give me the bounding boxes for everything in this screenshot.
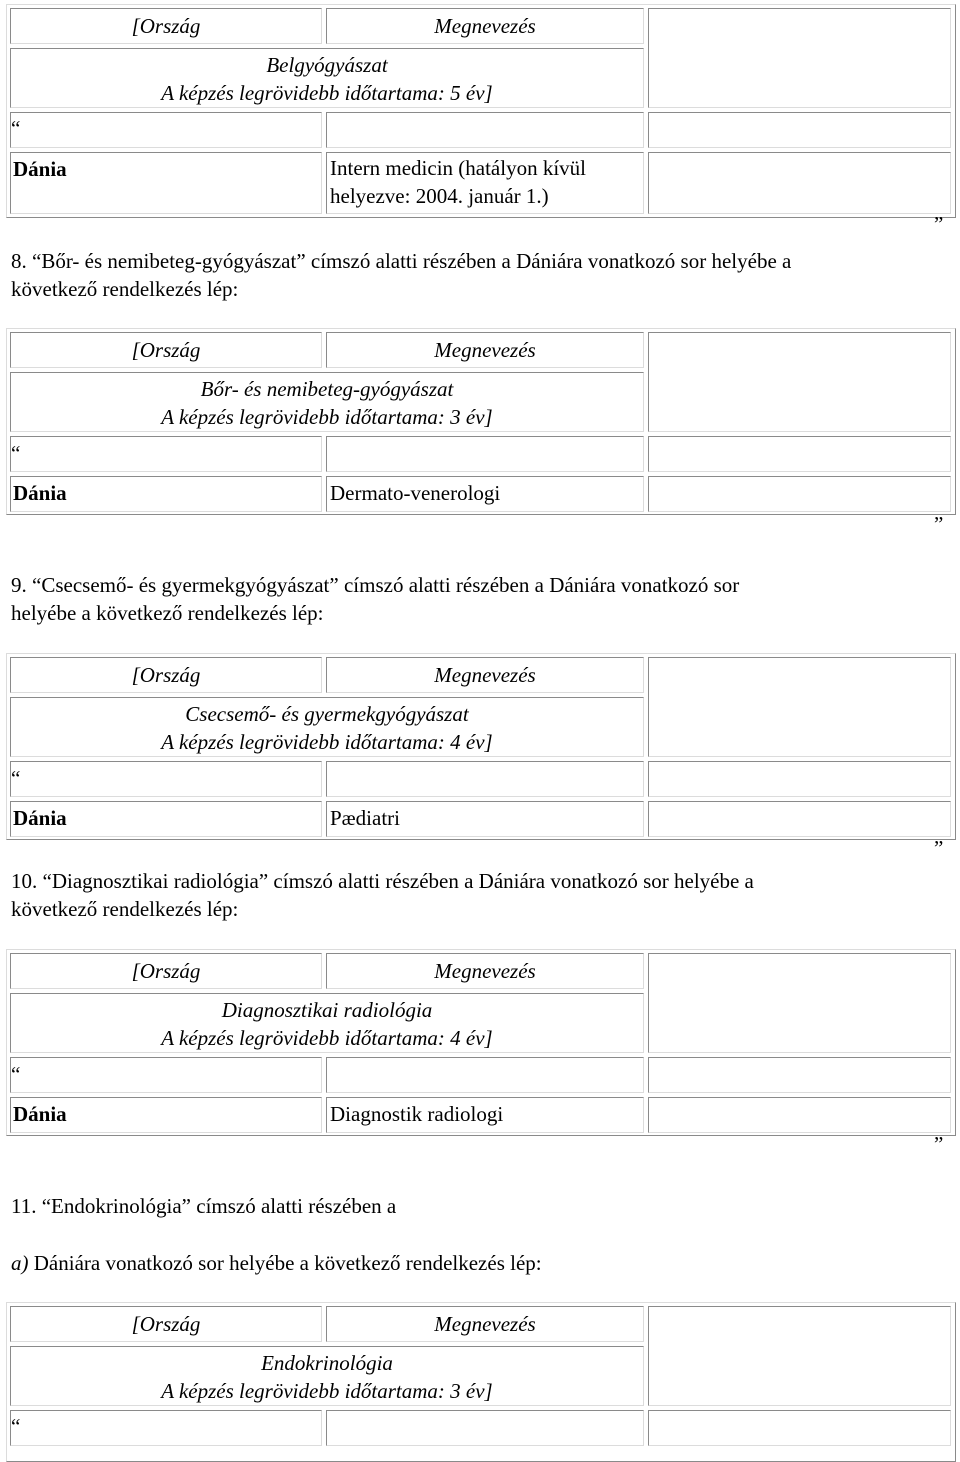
empty-cell bbox=[10, 436, 322, 472]
country-label: Dánia bbox=[13, 1102, 67, 1126]
country-cell bbox=[10, 476, 322, 512]
header-name-cell bbox=[326, 332, 644, 368]
empty-cell bbox=[648, 1097, 951, 1133]
specialty-label: Belgyógyászat bbox=[266, 53, 388, 77]
header-country-cell bbox=[10, 657, 322, 693]
header-name-cell bbox=[326, 1306, 644, 1342]
header-country-label: [Ország bbox=[131, 14, 201, 38]
empty-cell bbox=[648, 436, 951, 472]
opening-quote: “ bbox=[11, 766, 21, 790]
empty-cell bbox=[648, 801, 951, 837]
section-intro bbox=[11, 867, 951, 923]
duration-label: A képzés legrövidebb időtartama: 4 év] bbox=[161, 1026, 493, 1050]
header-name-label: Megnevezés bbox=[434, 959, 536, 983]
title-label: Dermato-venerologi bbox=[330, 481, 501, 505]
title-line-2: helyezve: 2004. január 1.) bbox=[330, 184, 549, 208]
empty-cell bbox=[648, 112, 951, 148]
section-intro bbox=[11, 247, 951, 303]
empty-cell bbox=[10, 761, 322, 797]
country-cell bbox=[10, 801, 322, 837]
country-label: Dánia bbox=[13, 481, 67, 505]
header-extra-cell bbox=[648, 332, 951, 432]
title-line-1: Intern medicin (hatályon kívül bbox=[330, 156, 587, 180]
empty-cell bbox=[648, 476, 951, 512]
intro-line-2: helyébe a következő rendelkezés lép: bbox=[11, 601, 324, 625]
sub-intro bbox=[11, 1249, 951, 1277]
header-extra-cell bbox=[648, 953, 951, 1053]
empty-cell bbox=[326, 1057, 644, 1093]
opening-quote: “ bbox=[11, 1062, 21, 1086]
specialty-cell bbox=[10, 372, 644, 432]
specialty-cell bbox=[10, 993, 644, 1053]
country-label: Dánia bbox=[13, 157, 67, 181]
empty-cell bbox=[10, 112, 322, 148]
title-label: Diagnostik radiologi bbox=[330, 1102, 504, 1126]
header-country-label: [Ország bbox=[131, 1312, 201, 1336]
specialty-cell bbox=[10, 48, 644, 108]
header-name-label: Megnevezés bbox=[434, 1312, 536, 1336]
header-country-cell bbox=[10, 332, 322, 368]
empty-cell bbox=[648, 761, 951, 797]
closing-quote: ” bbox=[934, 836, 944, 860]
opening-quote: “ bbox=[11, 1414, 21, 1438]
header-country-cell bbox=[10, 8, 322, 44]
header-name-cell bbox=[326, 953, 644, 989]
empty-cell bbox=[326, 112, 644, 148]
specialty-cell bbox=[10, 697, 644, 757]
header-name-cell bbox=[326, 657, 644, 693]
country-cell bbox=[10, 152, 322, 214]
section-intro bbox=[11, 1192, 951, 1220]
intro-line-1: 8. “Bőr- és nemibeteg-gyógyászat” címszó alatti részében a Dániára vonatkozó sor helyébe a bbox=[11, 249, 792, 273]
specialty-label: Diagnosztikai radiológia bbox=[221, 998, 433, 1022]
opening-quote: “ bbox=[11, 441, 21, 465]
header-country-label: [Ország bbox=[131, 338, 201, 362]
specialty-label: Endokrinológia bbox=[261, 1351, 393, 1375]
country-cell bbox=[10, 1097, 322, 1133]
intro-line-2: következő rendelkezés lép: bbox=[11, 277, 239, 301]
intro-line-1: 10. “Diagnosztikai radiológia” címszó alatti részében a Dániára vonatkozó sor helyébe a bbox=[11, 869, 754, 893]
empty-cell bbox=[10, 1057, 322, 1093]
closing-quote: ” bbox=[934, 212, 944, 236]
title-cell bbox=[326, 801, 644, 837]
opening-quote: “ bbox=[11, 116, 21, 140]
title-label: Pædiatri bbox=[330, 806, 401, 830]
empty-cell bbox=[10, 1410, 322, 1446]
header-country-label: [Ország bbox=[131, 663, 201, 687]
header-country-label: [Ország bbox=[131, 959, 201, 983]
country-label: Dánia bbox=[13, 806, 67, 830]
title-cell bbox=[326, 476, 644, 512]
specialty-label: Csecsemő- és gyermekgyógyászat bbox=[185, 702, 469, 726]
duration-label: A képzés legrövidebb időtartama: 4 év] bbox=[161, 730, 493, 754]
header-country-cell bbox=[10, 1306, 322, 1342]
empty-cell bbox=[648, 1410, 951, 1446]
specialty-cell bbox=[10, 1346, 644, 1406]
empty-cell bbox=[648, 152, 951, 214]
empty-cell bbox=[326, 436, 644, 472]
header-country-cell bbox=[10, 953, 322, 989]
title-cell bbox=[326, 152, 644, 214]
header-name-label: Megnevezés bbox=[434, 14, 536, 38]
title-cell bbox=[326, 1097, 644, 1133]
specialty-label: Bőr- és nemibeteg-gyógyászat bbox=[200, 377, 454, 401]
header-extra-cell bbox=[648, 1306, 951, 1406]
empty-cell bbox=[648, 1057, 951, 1093]
sub-intro-text: Dániára vonatkozó sor helyébe a következő rendelkezés lép: bbox=[28, 1251, 542, 1275]
sub-intro-letter: a) bbox=[11, 1251, 29, 1275]
closing-quote: ” bbox=[934, 1132, 944, 1156]
header-name-cell bbox=[326, 8, 644, 44]
header-name-label: Megnevezés bbox=[434, 338, 536, 362]
header-name-label: Megnevezés bbox=[434, 663, 536, 687]
duration-label: A képzés legrövidebb időtartama: 3 év] bbox=[161, 1379, 493, 1403]
intro-line-1: 9. “Csecsemő- és gyermekgyógyászat” címszó alatti részében a Dániára vonatkozó sor bbox=[11, 573, 740, 597]
section-intro bbox=[11, 571, 951, 627]
header-extra-cell bbox=[648, 657, 951, 757]
closing-quote: ” bbox=[934, 512, 944, 536]
duration-label: A képzés legrövidebb időtartama: 5 év] bbox=[161, 81, 493, 105]
empty-cell bbox=[326, 761, 644, 797]
duration-label: A képzés legrövidebb időtartama: 3 év] bbox=[161, 405, 493, 429]
intro-line-1: 11. “Endokrinológia” címszó alatti részében a bbox=[11, 1194, 397, 1218]
empty-cell bbox=[326, 1410, 644, 1446]
header-extra-cell bbox=[648, 8, 951, 108]
intro-line-2: következő rendelkezés lép: bbox=[11, 897, 239, 921]
